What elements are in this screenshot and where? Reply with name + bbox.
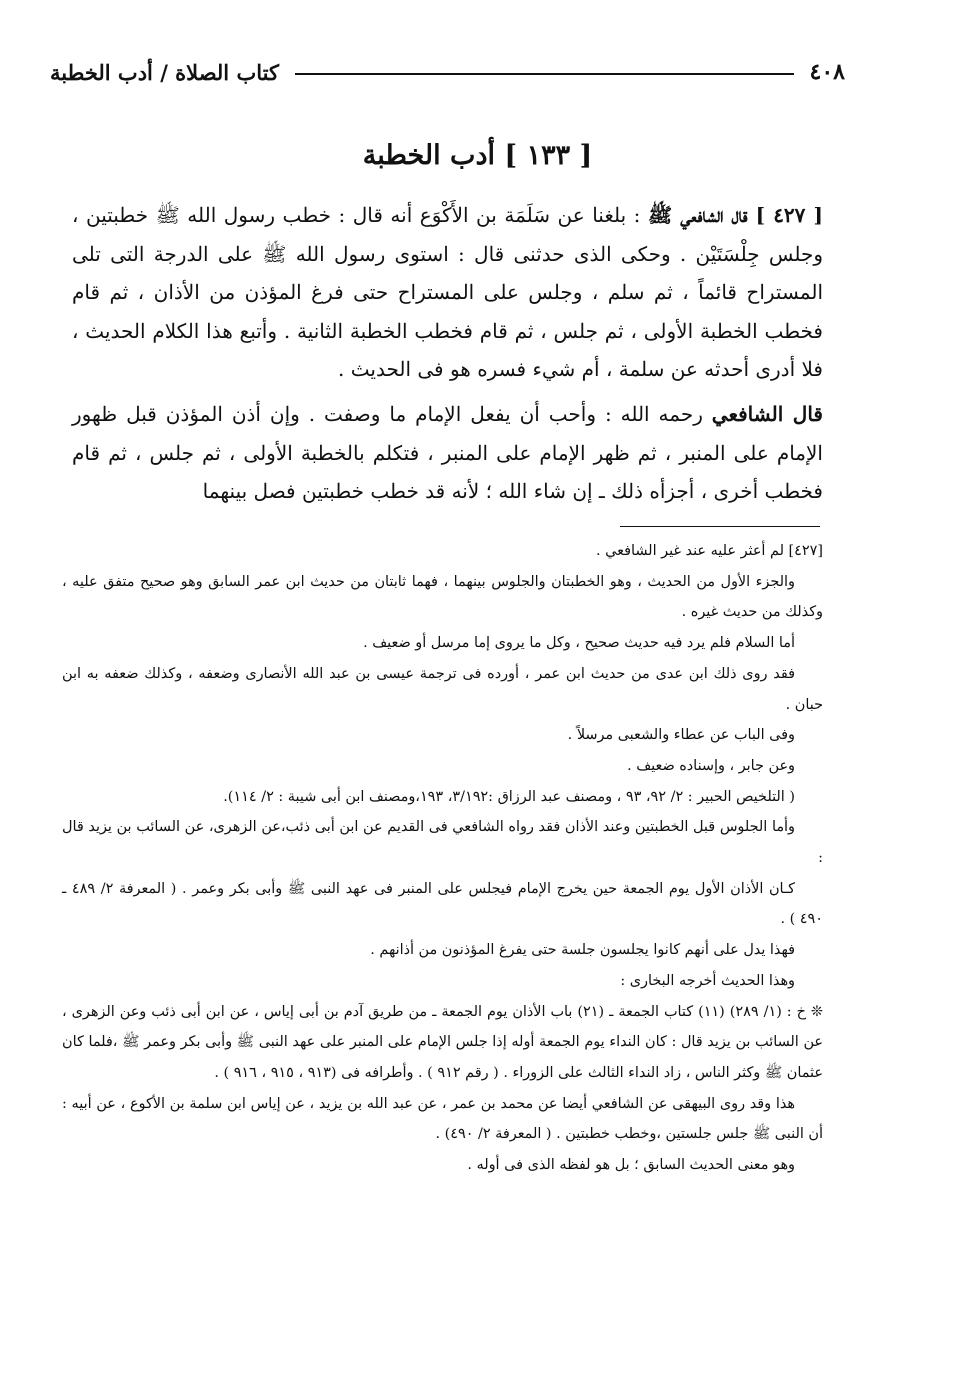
main-text bbox=[72, 196, 823, 517]
footnote-line: وهو معنى الحديث السابق ؛ بل هو لفظه الذى فى أوله . bbox=[467, 1157, 795, 1174]
footnote-line: وهذا الحديث أخرجه البخارى : bbox=[620, 972, 795, 989]
footnote-line: فهذا يدل على أنهم كانوا يجلسون جلسة حتى يفرغ المؤذنون من أذانهم . bbox=[370, 942, 795, 959]
footnote-line: والجزء الأول من الحديث ، وهو الخطبتان والجلوس بينهما ، فهما ثابتان من حديث ابن عمر السابق وهو صحيح متفق عليه ، وكذلك من حديث غيره . bbox=[62, 573, 823, 621]
footnote-line: ❊ خ : (١/ ٢٨٩) (١١) كتاب الجمعة ـ (٢١) باب الأذان يوم الجمعة ـ من طريق آدم بن أبى إياس ، عن ابن أبى ذئب وعن الزهرى ، عن السائب بن يزيد قال : كان النداء يوم الجمعة أوله إذا جلس الإمام على المنبر على عهد النبى ﷺ وأبى بكر وعمر ﷺ ،فلما كان عثمان ﷺ وكثر الناس ، زاد النداء الثالث على الزوراء . ( رقم ٩١٢ ) . وأطرافه فى (٩١٣ ، ٩١٥ ، ٩١٦ ) . bbox=[62, 1003, 823, 1081]
hadith-lead: [ ٤٢٧ ] قال الشافعي ﷺ bbox=[647, 203, 824, 227]
footnotes bbox=[62, 536, 823, 1181]
footnote-line: وأما الجلوس قبل الخطبتين وعند الأذان فقد رواه الشافعي فى القديم عن ابن أبى ذئب،عن الزهرى، عن السائب بن يزيد قال : bbox=[62, 819, 823, 867]
footnote-line: كـان الأذان الأول يوم الجمعة حين يخرج الإمام فيجلس على المنبر فى عهد النبى ﷺ وأبى بكر وعمر . ( المعرفة ٢/ ٤٨٩ ـ ٤٩٠ ) . bbox=[62, 880, 823, 928]
main-paragraph bbox=[72, 395, 823, 511]
header-rule bbox=[295, 73, 794, 75]
footnote-separator bbox=[620, 526, 820, 527]
chapter-title: [ ١٣٣ ] أدب الخطبة bbox=[362, 140, 593, 171]
running-title: كتاب الصلاة / أدب الخطبة bbox=[50, 59, 279, 85]
footnote-line: هذا وقد روى البيهقى عن الشافعي أيضا عن محمد بن عمر ، عن عبد الله بن يزيد ، عن إياس ابن سلمة بن الأكوع ، عن أبيه : أن النبى ﷺ جلس جلستين ،وخطب خطبتين . ( المعرفة ٢/ ٤٩٠) . bbox=[62, 1095, 823, 1143]
commentary-text: رحمه الله : وأحب أن يفعل الإمام ما وصفت . وإن أذن المؤذن قبل ظهور الإمام على المنبر ، ثم ظهر الإمام على المنبر ، فتكلم بالخطبة الأولى ، ثم جلس ، ثم قام فخطب أخرى ، أجزأه ذلك ـ إن شاء الله ؛ لأنه قد خطب خطبتين فصل بينهما bbox=[72, 401, 823, 504]
footnote-line: أما السلام فلم يرد فيه حديث صحيح ، وكل ما يروى إما مرسل أو ضعيف . bbox=[363, 635, 795, 652]
running-header bbox=[50, 52, 845, 92]
main-paragraph bbox=[72, 196, 823, 389]
hadith-text: : بلغنا عن سَلَمَة بن الأَكْوَع أنه قال : خطب رسول الله ﷺ خطبتين ، وجلس جِلْسَتَيْن . وحكى الذى حدثنى قال : استوى رسول الله ﷺ على الدرجة التى تلى المستراح قائماً ، ثم سلم ، وجلس على المستراح حتى فرغ المؤذن من الأذان ، ثم قام فخطب الخطبة الأولى ، ثم جلس ، ثم قام فخطب الخطبة الثانية . وأتبع هذا الكلام الحديث ، فلا أدرى أحدثه عن سلمة ، أم شيء فسره هو فى الحديث . bbox=[72, 203, 823, 382]
footnote-line: فقد روى ذلك ابن عدى من حديث ابن عمر ، أورده فى ترجمة عيسى بن عبد الله الأنصارى وضعفه ، وكذلك ضعفه به ابن حبان . bbox=[62, 665, 823, 713]
commentary-lead: قال الشافعي bbox=[711, 401, 823, 426]
footnote-line: وعن جابر ، وإسناده ضعيف . bbox=[627, 757, 795, 774]
footnote-line: ( التلخيص الحبير : ٢/ ٩٢، ٩٣ ، ومصنف عبد الرزاق :٣/١٩٢، ١٩٣،ومصنف ابن أبى شيبة : ٢/ ١١٤). bbox=[223, 788, 795, 805]
footnote-line: وفى الباب عن عطاء والشعبى مرسلاً . bbox=[567, 727, 795, 744]
footnote-line: [٤٢٧] لم أعثر عليه عند غير الشافعي . bbox=[596, 543, 823, 559]
page-number: ٤٠٨ bbox=[809, 59, 845, 85]
